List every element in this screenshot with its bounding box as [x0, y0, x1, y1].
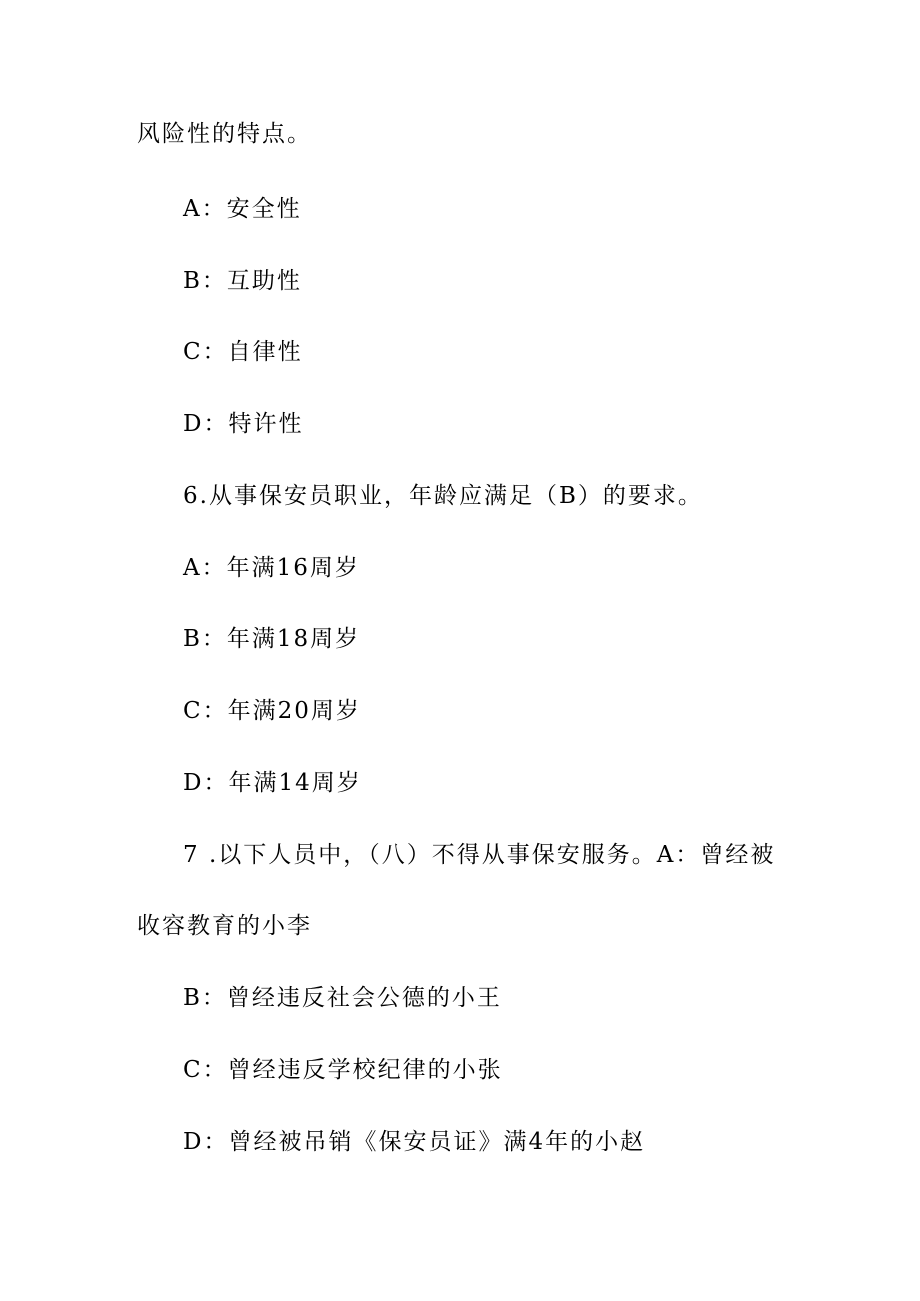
question-7-option-c: C：曾经违反学校纪律的小张	[183, 1057, 503, 1083]
question-5-option-d: D：特许性	[183, 411, 304, 437]
question-5-option-c: C：自律性	[183, 339, 303, 365]
question-5-text-continuation: 风险性的特点。	[137, 121, 312, 147]
question-5-option-b: B：互助性	[183, 268, 302, 294]
question-6-option-c: C：年满20周岁	[183, 698, 361, 724]
question-7-option-b: B：曾经违反社会公德的小王	[183, 985, 502, 1011]
question-6-option-b: B：年满18周岁	[183, 626, 361, 652]
question-6-option-a: A：年满16周岁	[183, 555, 360, 581]
question-6-option-d: D：年满14周岁	[183, 770, 362, 796]
question-6-text: 6.从事保安员职业，年龄应满足（B）的要求。	[183, 483, 703, 509]
question-7-text: 7 .以下人员中，（八）不得从事保安服务。A：曾经被	[183, 842, 776, 868]
question-5-option-a: A：安全性	[183, 196, 302, 222]
question-7-option-d: D：曾经被吊销《保安员证》满4年的小赵	[183, 1129, 646, 1155]
question-7-option-a-continuation: 收容教育的小李	[137, 913, 312, 939]
